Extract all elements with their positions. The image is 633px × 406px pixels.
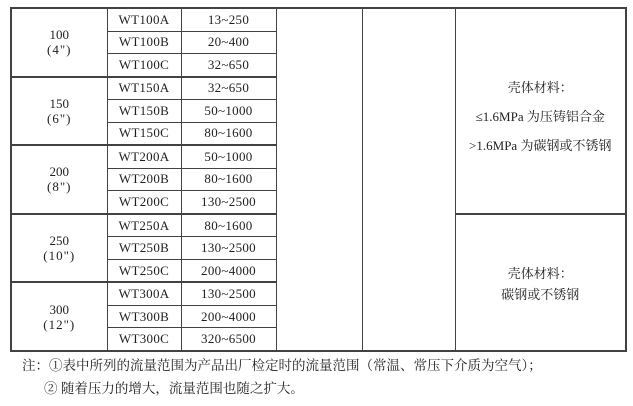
material-title: 壳体材料：: [507, 79, 573, 95]
empty-column-1: [276, 8, 362, 351]
material-cell-bottom: [455, 214, 626, 351]
size-value: 200: [49, 164, 69, 180]
model-cell: WT250A: [107, 214, 181, 237]
size-value: 100: [49, 27, 69, 43]
model-cell: WT100A: [107, 8, 181, 31]
range-cell: 32~650: [181, 77, 276, 100]
model-cell: WT250B: [107, 237, 181, 259]
material-line: ≤1.6MPa 为压铸铝合金: [475, 108, 605, 124]
range-cell: 200~4000: [181, 305, 276, 327]
model-cell: WT200C: [107, 191, 181, 214]
range-cell: 80~1600: [181, 122, 276, 145]
footnotes: [22, 357, 618, 397]
range-cell: 130~2500: [181, 191, 276, 214]
model-cell: WT300A: [107, 282, 181, 305]
size-value: 300: [49, 301, 69, 317]
model-cell: WT250C: [107, 259, 181, 282]
size-inch: (12"): [43, 316, 76, 332]
size-inch: (8"): [47, 179, 72, 195]
empty-column-2: [362, 8, 455, 351]
table-row: [11, 8, 626, 31]
size-inch: (10"): [43, 248, 76, 264]
range-cell: 130~2500: [181, 237, 276, 259]
range-cell: 32~650: [181, 54, 276, 77]
note-line-2: ② 随着压力的增大，流量范围也随之扩大。: [44, 381, 304, 396]
model-cell: WT200B: [107, 168, 181, 190]
model-cell: WT200A: [107, 145, 181, 168]
model-cell: WT300B: [107, 305, 181, 327]
range-cell: 80~1600: [181, 168, 276, 190]
model-cell: WT100B: [107, 31, 181, 53]
material-line: 碳钢或不锈钢: [501, 287, 580, 303]
size-cell-250: [11, 214, 107, 283]
range-cell: 130~2500: [181, 282, 276, 305]
model-cell: WT150C: [107, 122, 181, 145]
range-cell: 50~1000: [181, 100, 276, 122]
model-cell: WT150A: [107, 77, 181, 100]
range-cell: 13~250: [181, 8, 276, 31]
size-inch: (4"): [47, 42, 72, 58]
material-line: >1.6MPa 为碳钢或不锈钢: [469, 137, 612, 153]
model-cell: WT300C: [107, 328, 181, 351]
range-cell: 200~4000: [181, 259, 276, 282]
range-cell: 320~6500: [181, 328, 276, 351]
model-cell: WT100C: [107, 54, 181, 77]
size-value: 250: [49, 233, 69, 249]
size-cell-150: [11, 77, 107, 146]
material-title: 壳体材料：: [507, 266, 573, 282]
size-cell-200: [11, 145, 107, 214]
range-cell: 20~400: [181, 31, 276, 53]
range-cell: 50~1000: [181, 145, 276, 168]
note-line-1: 注：①表中所列的流量范围为产品出厂检定时的流量范围（常温、常压下介质为空气）；: [22, 358, 542, 373]
size-cell-300: [11, 282, 107, 351]
model-cell: WT150B: [107, 100, 181, 122]
flow-range-table: [10, 7, 627, 352]
material-cell-top: [455, 8, 626, 214]
size-inch: (6"): [47, 110, 72, 126]
size-cell-100: [11, 8, 107, 77]
range-cell: 80~1600: [181, 214, 276, 237]
size-value: 150: [49, 95, 69, 111]
